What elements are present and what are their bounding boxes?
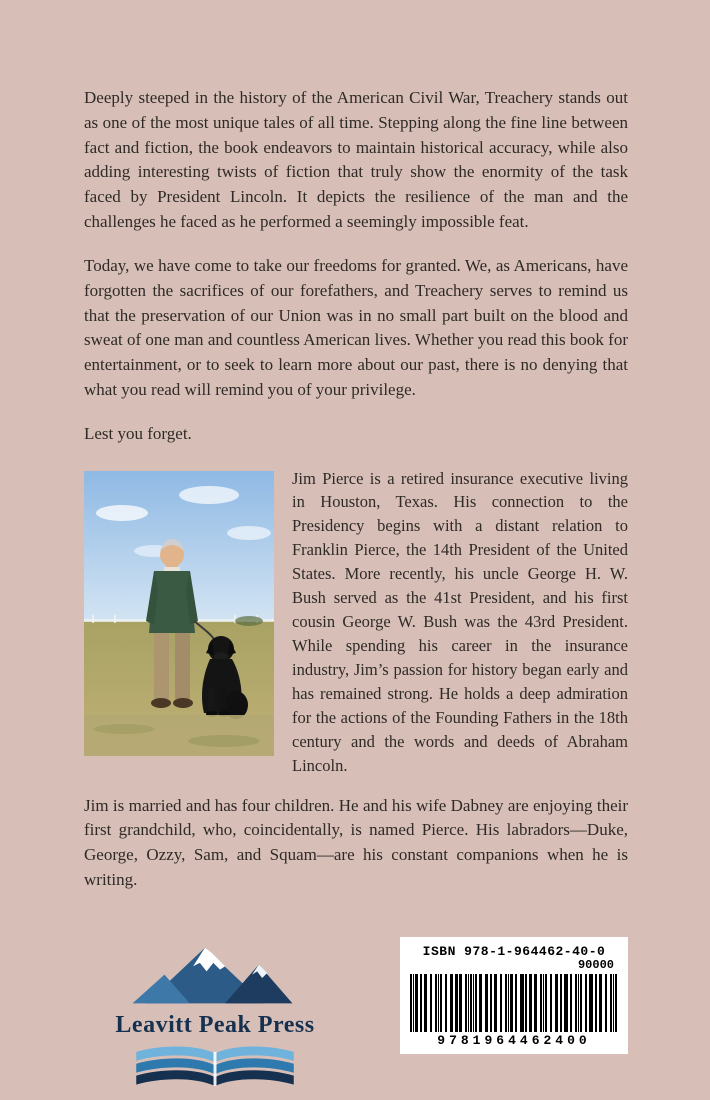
- author-photo-illustration: [84, 471, 274, 756]
- synopsis-paragraph-1: Deeply steeped in the history of the American Civil War, Treachery stands out as one of the most unique tales of all time. Stepping along the fine line between fact and fiction, the book endeavors to maintain historical accuracy, while also adding interesting twists of fiction that truly show the enormity of the task faced by President Lincoln. It depicts the resilience of the man and the challenges he faced as he performed a seemingly impossible feat.: [84, 88, 628, 232]
- barcode-price-code: 90000: [577, 957, 614, 972]
- author-photo: [84, 471, 274, 756]
- isbn-barcode: [400, 937, 628, 1054]
- barcode-digits: 9781964462400: [437, 1032, 591, 1048]
- publisher-name: Leavitt Peak Press: [115, 1011, 315, 1038]
- author-bio-text: Jim Pierce is a retired insurance executive living in Houston, Texas. His connection to the Presidency begins with a distant relation to Franklin Pierce, the 14th President of the United States. More recently, his uncle George H. W. Bush served as the 41st President, and his first cousin George W. Bush was the 43rd President. While spending his career in the insurance industry, Jim’s passion for history began early and has remained strong. He holds a deep admiration for the actions of the Founding Fathers in the 18th century and the words and deeds of Abraham Lincoln.: [292, 468, 628, 775]
- closing-paragraph: Jim is married and has four children. He and his wife Dabney are enjoying their first grandchild, who, coincidentally, is named Pierce. His labradors—Duke, George, Ozzy, Sam, and Squam—are his constant companions when he is writing.: [84, 795, 628, 889]
- open-book-icon: [125, 1043, 305, 1095]
- barcode-bars: [410, 974, 618, 1032]
- isbn-label: ISBN 978-1-964462-40-0: [422, 943, 606, 959]
- cover-footer: [84, 937, 628, 1100]
- publisher-logo: [90, 937, 340, 1100]
- synopsis-paragraph-2: Today, we have come to take our freedoms for granted. We, as Americans, have forgotten the sacrifices of our forefathers, and Treachery serves to remind us that the preservation of our Union was in no small part built on the blood and sweat of one man and countless American lives. Whether you read this book for entertainment, or to seek to learn more about our past, there is no denying that what you read will remind you of your privilege.: [84, 255, 628, 399]
- mountain-icon: [130, 941, 300, 1005]
- tagline-paragraph: Lest you forget.: [84, 423, 192, 443]
- author-bio-section: [84, 467, 628, 778]
- distant-tree: [235, 616, 263, 626]
